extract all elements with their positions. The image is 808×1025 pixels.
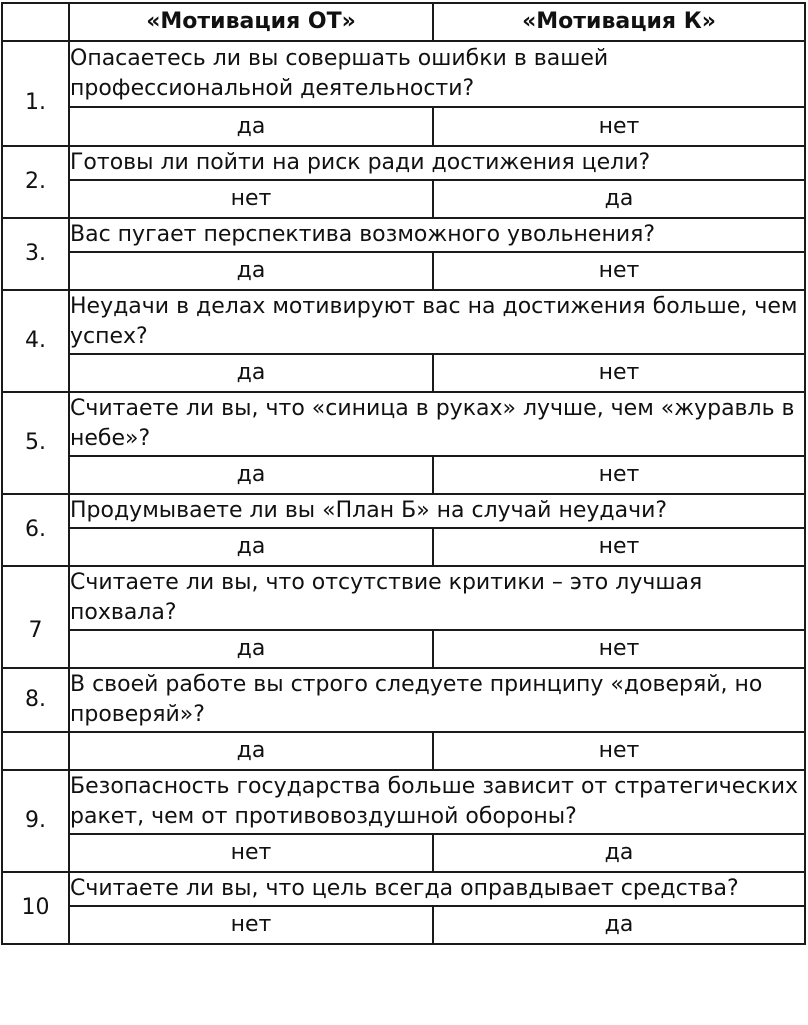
- answer-k: нет: [433, 456, 805, 494]
- header-motivation-ot: «Мотивация ОТ»: [69, 3, 433, 41]
- question-number: 10: [2, 872, 69, 944]
- answer-row: [2, 456, 805, 494]
- answer-ot: да: [69, 107, 433, 146]
- question-text: Неудачи в делах мотивируют вас на достижения больше, чем успех?: [69, 290, 805, 354]
- answer-row: [2, 834, 805, 872]
- answer-ot: да: [69, 252, 433, 290]
- answer-row: [2, 252, 805, 290]
- question-row: [2, 146, 805, 180]
- answer-ot: да: [69, 456, 433, 494]
- answer-k: нет: [433, 732, 805, 770]
- question-row: [2, 218, 805, 252]
- question-number: 2.: [2, 146, 69, 218]
- question-text: Готовы ли пойти на риск ради достижения цели?: [69, 146, 805, 180]
- answer-k: нет: [433, 354, 805, 392]
- question-row: [2, 872, 805, 906]
- answer-k: да: [433, 906, 805, 944]
- question-number: 8.: [2, 668, 69, 732]
- question-number: 5.: [2, 392, 69, 494]
- answer-row: [2, 354, 805, 392]
- question-number: 3.: [2, 218, 69, 290]
- question-row: [2, 290, 805, 354]
- question-row: [2, 566, 805, 630]
- answer-ot: да: [69, 630, 433, 668]
- header-motivation-k: «Мотивация К»: [433, 3, 805, 41]
- empty-number-cell: [2, 732, 69, 770]
- answer-ot: да: [69, 732, 433, 770]
- answer-ot: да: [69, 354, 433, 392]
- question-row: [2, 392, 805, 456]
- question-row: [2, 494, 805, 528]
- answer-row: [2, 107, 805, 146]
- question-text: Считаете ли вы, что цель всегда оправдывает средства?: [69, 872, 805, 906]
- answer-k: нет: [433, 252, 805, 290]
- question-row: [2, 41, 805, 107]
- answer-k: нет: [433, 630, 805, 668]
- question-text: Опасаетесь ли вы совершать ошибки в вашей профессиональной деятельности?: [69, 41, 805, 107]
- answer-row: [2, 906, 805, 944]
- answer-ot: да: [69, 528, 433, 566]
- question-number: 4.: [2, 290, 69, 392]
- question-number: 1.: [2, 41, 69, 146]
- answer-row: [2, 180, 805, 218]
- question-row: [2, 770, 805, 834]
- answer-k: нет: [433, 107, 805, 146]
- answer-ot: нет: [69, 180, 433, 218]
- question-text: Считаете ли вы, что отсутствие критики – это лучшая похвала?: [69, 566, 805, 630]
- question-row: [2, 668, 805, 732]
- question-text: Безопасность государства больше зависит от стратегических ракет, чем от противовоздушной обороны?: [69, 770, 805, 834]
- header-number-cell: [2, 3, 69, 41]
- answer-k: да: [433, 834, 805, 872]
- answer-row: [2, 732, 805, 770]
- header-row: [2, 3, 805, 41]
- question-text: Вас пугает перспектива возможного увольнения?: [69, 218, 805, 252]
- answer-row: [2, 630, 805, 668]
- question-number: 7: [2, 566, 69, 668]
- answer-row: [2, 528, 805, 566]
- question-number: 9.: [2, 770, 69, 872]
- answer-ot: нет: [69, 834, 433, 872]
- question-text: В своей работе вы строго следуете принципу «доверяй, но проверяй»?: [69, 668, 805, 732]
- question-number: 6.: [2, 494, 69, 566]
- question-text: Продумываете ли вы «План Б» на случай неудачи?: [69, 494, 805, 528]
- question-text: Считаете ли вы, что «синица в руках» лучше, чем «журавль в небе»?: [69, 392, 805, 456]
- answer-k: нет: [433, 528, 805, 566]
- answer-k: да: [433, 180, 805, 218]
- motivation-table: [1, 2, 806, 945]
- answer-ot: нет: [69, 906, 433, 944]
